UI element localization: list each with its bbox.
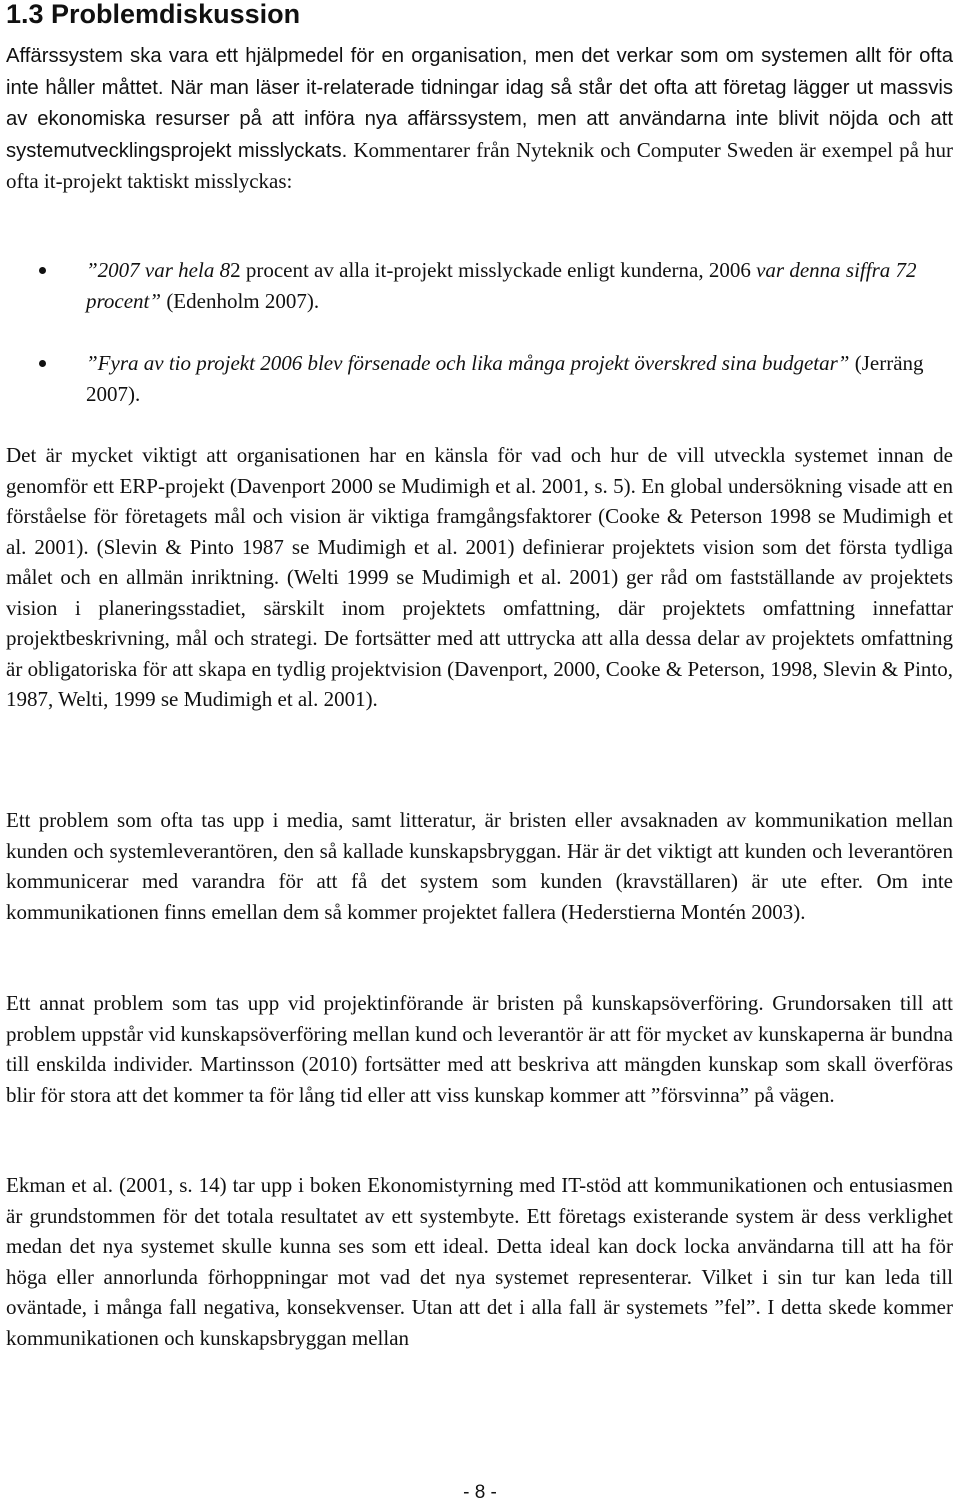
intro-paragraph-part1: Affärssystem ska vara ett hjälpmedel för en organisation, men det verkar som om systemen allt för ofta inte håller måttet. När man läser it-relaterade tidningar idag så står det ofta att företag lägger ut massvis av ekonomiska resurser på att införa nya affärssystem, men att användarna inte blivit nöjda och att systemutvecklingsprojekt misslyckats. <box>6 45 953 162</box>
citation: (Edenholm 2007). <box>161 288 320 313</box>
page-number: - 8 - <box>463 1482 497 1503</box>
quote-text-end: var denna siffra 72 procent” <box>86 258 917 313</box>
bullet-icon <box>39 267 46 274</box>
body-paragraph-3: Ett annat problem som tas upp vid projektinförande är bristen på kunskapsöverföring. Grundorsaken till att problem uppstår vid kunskapsöverföring mellan kund och leverantör är att för mycket av kunskaperna är bundna till enskilda individer. Martinsson (2010) fortsätter med att beskriva att mängden kunskap som skall överföras blir för stora att det kommer ta för lång tid eller att viss kunskap kommer att ”försvinna” på vägen. <box>6 991 953 1107</box>
intro-paragraph <box>6 40 953 197</box>
section-heading: 1.3 Problemdiskussion <box>6 0 301 29</box>
quote-text-start: ”Fyra av tio projekt 2006 blev försenade och lika många projekt överskred sina budgetar” <box>86 351 850 375</box>
body-paragraph-1: Det är mycket viktigt att organisationen har en känsla för vad och hur de vill utveckla systemet innan de genomför ett ERP-projekt (Davenport 2000 se Mudimigh et al. 2001, s. 5). En global undersökning visade att en förståelse för företagets mål och vision är viktiga framgångsfaktorer (Cooke & Peterson 1998 se Mudimigh et al. 2001). (Slevin & Pinto 1987 se Mudimigh et al. 2001) definierar projektets vision som det första tydliga målet och en allmän inriktning. (Welti 1999 se Mudimigh et al. 2001) ger råd om fastställande av projektets vision i planeringsstadiet, särskilt inom projektets omfattning, där projektets omfattning innefattar projektbeskrivning, mål och strategi. De fortsätter med att uttrycka att alla dessa delar av projektets omfattning är obligatoriska för att skapa en tydlig projektvision (Davenport, 2000, Cooke & Peterson, 1998, Slevin & Pinto, 1987, Welti, 1999 se Mudimigh et al. 2001). <box>6 443 953 711</box>
body-paragraph-4: Ekman et al. (2001, s. 14) tar upp i boken Ekonomistyrning med IT-stöd att kommunikationen och entusiasmen är grundstommen för det totala resultatet av ett systembyte. Ett företags existerande system är dess verklighet medan det nya systemet skulle kunna ses som ett ideal. Detta ideal kan dock locka användarna till att ha för höga eller annorlunda förhoppningar mot vad det nya systemet representerar. Vilket i sin tur kan leda till oväntade, i många fall negativa, konsekvenser. Utan att det i alla fall är systemets ”fel”. I detta skede kommer kommunikationen och kunskapsbryggan mellan <box>6 1173 953 1350</box>
list-item-text <box>86 255 946 316</box>
quote-text-plain: 2 procent av alla it-projekt misslyckade enligt kunderna, 2006 <box>230 258 757 282</box>
quote-text-start: ”2007 var hela 8 <box>86 258 231 282</box>
bullet-icon <box>39 360 46 367</box>
body-paragraph-2: Ett problem som ofta tas upp i media, samt litteratur, är bristen eller avsaknaden av kommunikation mellan kunden och systemleverantören, den så kallade kunskapsbryggan. Här är det viktigt att kunden och leverantören kommunicerar med varandra för att få det system som kunden (kravställaren) är ute efter. Om inte kommunikationen finns emellan dem så kommer projektet fallera (Hederstierna Montén 2003). <box>6 808 953 924</box>
list-item-text <box>86 348 946 409</box>
intro-paragraph-part2: Kommentarer från Nyteknik och Computer Sweden är exempel på hur ofta it-projekt taktiskt misslyckas: <box>6 137 953 193</box>
citation: (Jerräng 2007). <box>86 351 924 406</box>
